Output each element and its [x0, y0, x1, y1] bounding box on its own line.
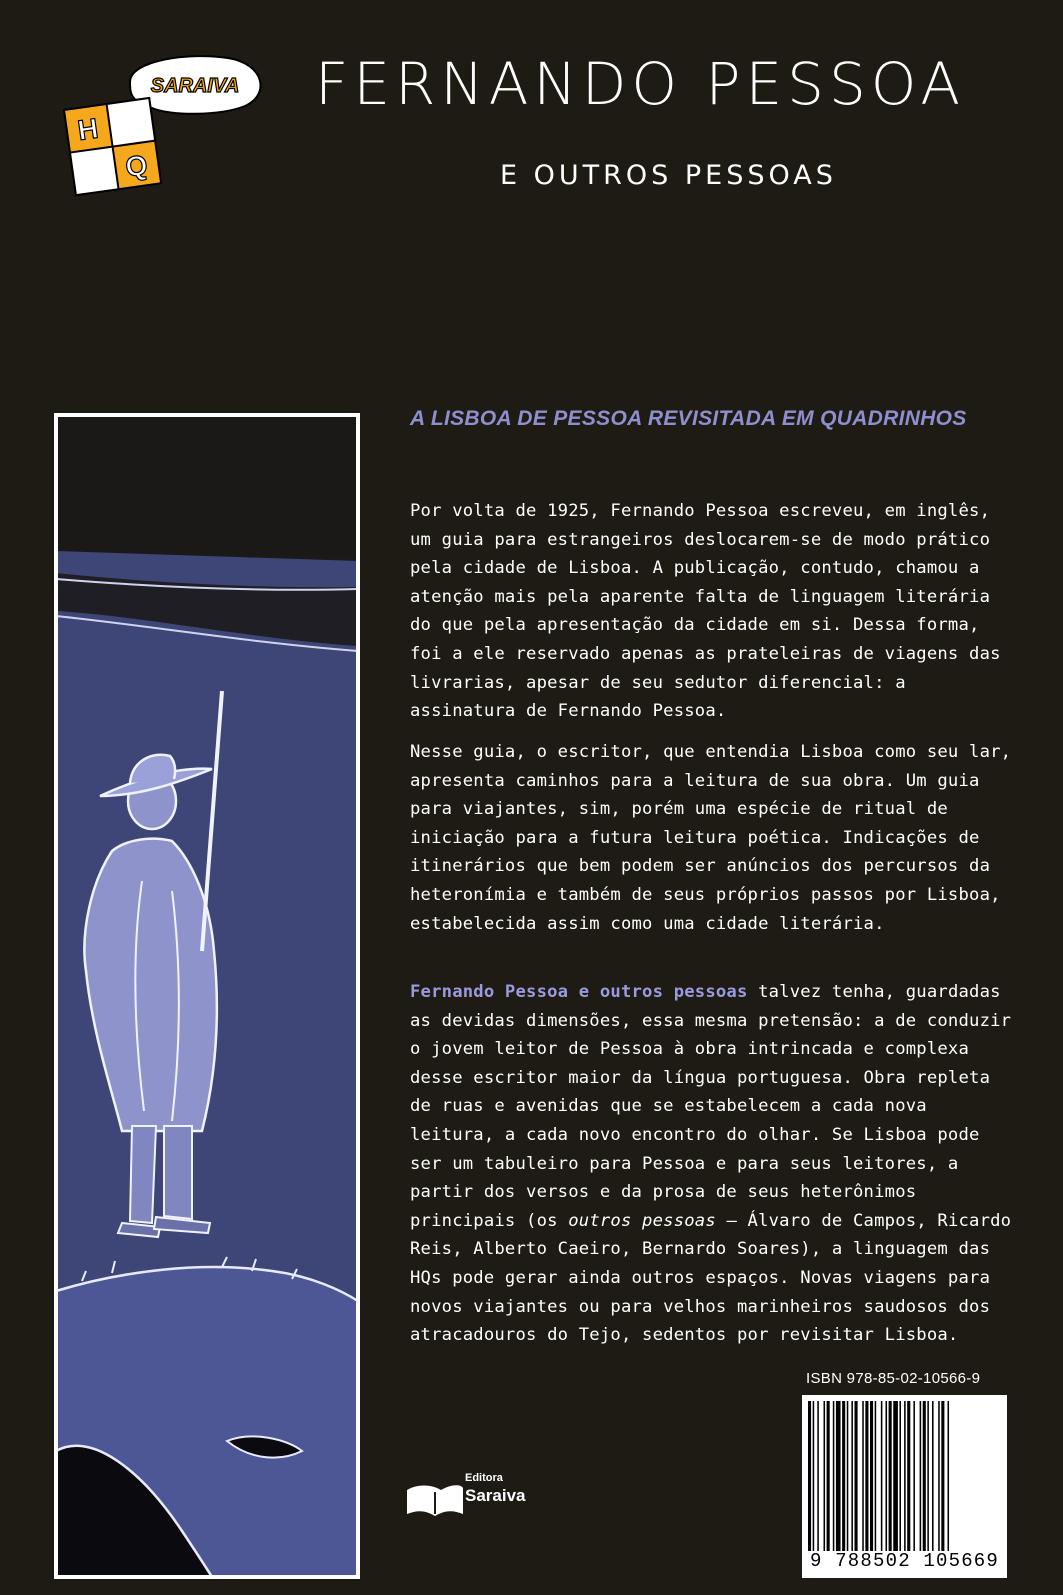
barcode-bar: [865, 1401, 868, 1551]
isbn-label: ISBN 978-85-02-10566-9: [806, 1370, 981, 1387]
paragraph-2: [410, 738, 1020, 938]
barcode-bar: [899, 1401, 901, 1551]
barcode-bar: [881, 1401, 883, 1551]
barcode-bar: [827, 1401, 830, 1551]
italic-term: outros pessoas: [568, 1210, 716, 1231]
comic-panel-illustration: [52, 411, 362, 1581]
barcode-bar: [833, 1401, 835, 1551]
barcode-bar: [904, 1401, 906, 1551]
saraiva-hq-logo: [60, 40, 270, 200]
paragraph-3-part-a: talvez tenha, guardadas as devidas dimensões, essa mesma pretensão: a de conduzir o jovem leitor de Pessoa à obra intrincada e complexa desse escritor maior da língua portuguesa. Obra repleta de ruas e avenidas que se estabelecem a cada nova leitura, a cada novo encontro do olhar. Se Lisboa pode ser um tabuleiro para Pessoa e para seus leitores, a partir dos versos e da prosa de seus heterônimos principais (os: [410, 982, 1012, 1231]
barcode-bar: [932, 1401, 934, 1551]
barcode-bar: [870, 1401, 873, 1551]
paragraph-2-text: Nesse guia, o escritor, que entendia Lisboa como seu lar, apresenta caminhos para a leitura de sua obra. Um guia para viajantes, sim, porém uma espécie de ritual de iniciação para a futura leitura poética. Indicações de itinerários que bem podem ser anúncios dos percursos da heteronímia e também de seus próprios passos por Lisboa, estabelecida assim como uma cidade literária.: [410, 742, 1012, 934]
barcode-bar: [948, 1401, 950, 1551]
paragraph-3-text: [410, 978, 1020, 1350]
barcode-bar: [941, 1401, 944, 1551]
barcode-bar: [813, 1401, 815, 1551]
barcode-bar: [920, 1401, 922, 1551]
barcode-bar: [808, 1401, 811, 1551]
publisher-name-line1: Editora: [465, 1472, 503, 1484]
publisher-name-line2: Saraiva: [465, 1486, 526, 1505]
barcode-bar: [923, 1401, 926, 1551]
barcode-bar: [927, 1401, 929, 1551]
barcode-bar: [938, 1401, 940, 1551]
barcode-bar: [889, 1401, 892, 1551]
barcode-bar: [842, 1401, 845, 1551]
barcode-bar: [847, 1401, 849, 1551]
barcode-bar: [886, 1401, 888, 1551]
logo-letter-q: Q: [123, 149, 150, 183]
barcode-bar: [824, 1401, 826, 1551]
book-title-highlight: Fernando Pessoa e outros pessoas: [410, 982, 748, 1002]
paragraph-3-part-b: – Álvaro de Campos, Ricardo Reis, Alberto Caeiro, Bernardo Soares), a linguagem das HQs pode gerar ainda outros espaços. Novas viagens para novos viajantes ou para velhos marinheiros saudosos dos atracadouros do Tejo, sedentos por revisitar Lisboa.: [410, 1210, 1012, 1346]
logo-letter-h: H: [75, 112, 101, 147]
barcode-digits: 9 788502 105669: [809, 1550, 1000, 1572]
logo-brand-text: SARAIVA: [150, 75, 240, 97]
paragraph-3: [410, 978, 1020, 1350]
barcode-bar: [862, 1401, 864, 1551]
barcode-bar: [875, 1401, 877, 1551]
barcode-bar: [817, 1401, 819, 1551]
paragraph-1-text: Por volta de 1925, Fernando Pessoa escreveu, em inglês, um guia para estrangeiros deslocarem-se de modo prático pela cidade de Lisboa. A publicação, contudo, chamou a atenção mais pela aparente falta de linguagem literária do que pela apresentação da cidade em si. Dessa forma, foi a ele reservado apenas as prateleiras de viagens das livrarias, apesar de seu sedutor diferencial: a assinatura de Fernando Pessoa.: [410, 501, 1001, 722]
barcode-bar: [907, 1401, 910, 1551]
tagline: A LISBOA DE PESSOA REVISITADA EM QUADRINHOS: [410, 407, 967, 430]
barcode-bar: [836, 1401, 841, 1551]
barcode-bar: [851, 1401, 853, 1551]
barcode-bar: [893, 1401, 898, 1551]
barcode-bar: [913, 1401, 915, 1551]
book-title: FERNANDO PESSOA: [315, 50, 966, 118]
barcode-bar: [855, 1401, 858, 1551]
book-subtitle: E OUTROS PESSOAS: [500, 160, 837, 191]
paragraph-1: [410, 497, 1020, 726]
